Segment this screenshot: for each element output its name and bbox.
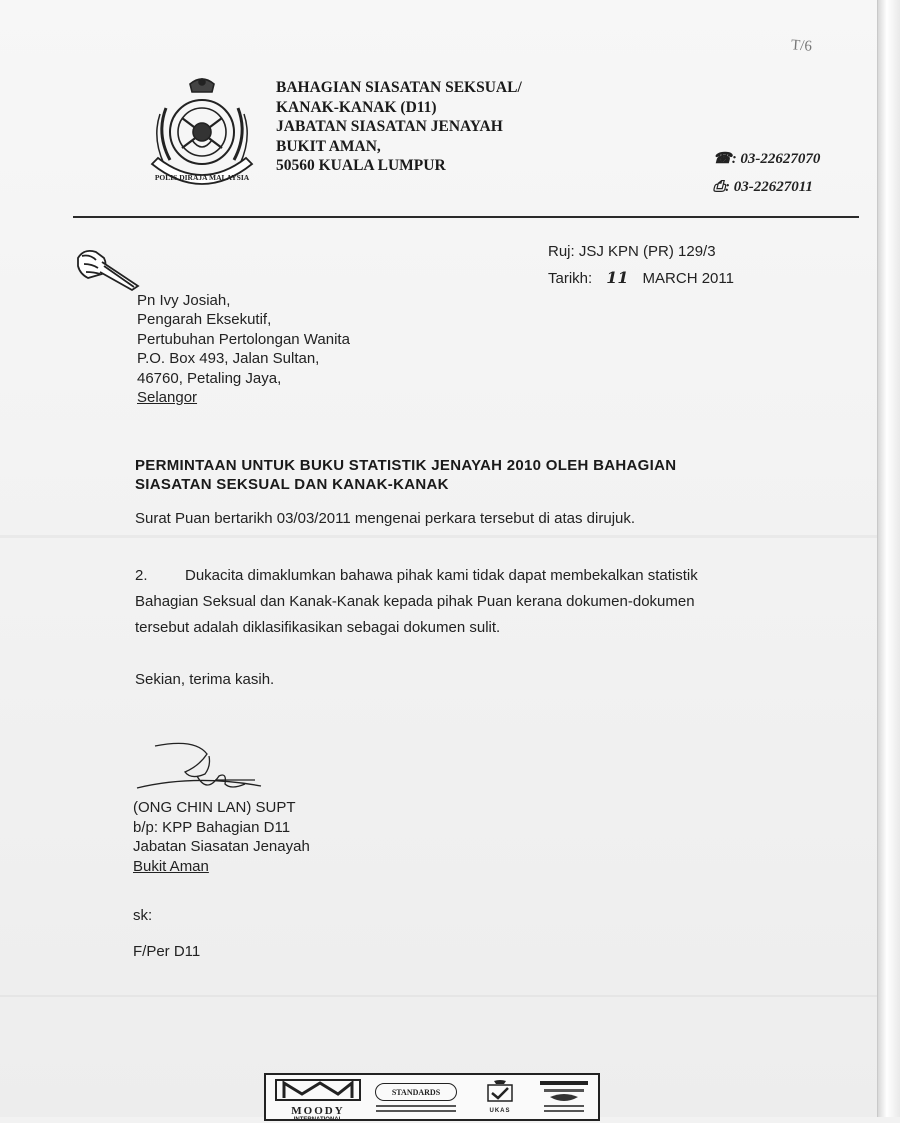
paragraph-number: 2. [135, 567, 148, 584]
recipient-address [137, 291, 350, 407]
fold-line [0, 995, 878, 997]
file-reference: F/Per D11 [133, 943, 201, 960]
signatory-line: Jabatan Siasatan Jenayah [133, 838, 310, 855]
letterhead-divider [73, 216, 859, 218]
cofrac-logo [536, 1079, 592, 1115]
letterhead-line: BAHAGIAN SIASATAN SEKSUAL/ [276, 79, 522, 96]
closing-line: Sekian, terima kasih. [135, 671, 275, 688]
crest-label: POLIS DIRAJA MALAYSIA [154, 173, 250, 182]
recipient-line: Pengarah Eksekutif, [137, 311, 272, 329]
paragraph-2: 2. Dukacita dimaklumkan bahawa pihak kami tidak dapat membekalkan statistik Bahagian Seksual dan Kanak-Kanak kepada pihak Puan kerana dokumen-dokumen tersebut adalah diklasifikasikan sebagai dokumen sulit. [135, 563, 735, 641]
telephone-icon: ☎ [713, 151, 732, 167]
letterhead-line: KANAK-KANAK (D11) [276, 98, 437, 116]
signatory-line: b/p: KPP Bahagian D11 [133, 818, 291, 836]
pencil-annotation: T/6 [790, 37, 813, 55]
fax-icon: ⎙ [713, 179, 726, 195]
letter-subject: PERMINTAAN UNTUK BUKU STATISTIK JENAYAH 2010 OLEH BAHAGIAN SIASATAN SEKSUAL DAN KANAK-KANAK [135, 457, 677, 493]
signatory-location: Bukit Aman [133, 857, 209, 875]
recipient-line: P.O. Box 493, Jalan Sultan, [137, 350, 320, 368]
moody-m-icon [272, 1079, 364, 1101]
cofrac-mark-icon [536, 1079, 592, 1115]
fold-line [0, 535, 878, 538]
recipient-state: Selangor [137, 389, 198, 407]
copy-to-label: sk: [133, 907, 153, 924]
moody-logo: MOODY INTERNATIONAL [272, 1079, 364, 1115]
signatory-line: (ONG CHIN LAN) SUPT [133, 799, 296, 816]
recipient-line: Pertubuhan Pertolongan Wanita [137, 330, 350, 348]
letter-date: Tarikh: 11 MARCH 2011 [548, 268, 734, 287]
paragraph-1: Surat Puan bertarikh 03/03/2011 mengenai perkara tersebut di atas dirujuk. [135, 510, 636, 527]
reference-number: Ruj: JSJ KPN (PR) 129/3 [548, 243, 716, 260]
police-crest-logo [146, 74, 258, 198]
pointing-hand-icon [74, 244, 144, 294]
letterhead-address [276, 78, 522, 176]
paper-edge [877, 0, 900, 1117]
standards-logo: STANDARDS [370, 1079, 462, 1115]
signatory-block [133, 798, 310, 876]
handwritten-signature [135, 736, 270, 802]
letterhead-line: 50560 KUALA LUMPUR [276, 157, 446, 174]
letterhead-line: BUKIT AMAN, [276, 137, 381, 155]
phone-number: ☎: 03-22627070 [713, 151, 821, 167]
letterhead-line: JABATAN SIASATAN JENAYAH [276, 118, 503, 135]
ukas-logo: UKAS [470, 1079, 530, 1115]
recipient-line: Pn Ivy Josiah, [137, 292, 231, 309]
certification-logos [264, 1073, 600, 1121]
handwritten-day: 11 [606, 268, 629, 287]
fax-number: ⎙: 03-22627011 [713, 179, 813, 195]
ukas-check-icon [470, 1079, 530, 1103]
recipient-line: 46760, Petaling Jaya, [137, 369, 282, 387]
